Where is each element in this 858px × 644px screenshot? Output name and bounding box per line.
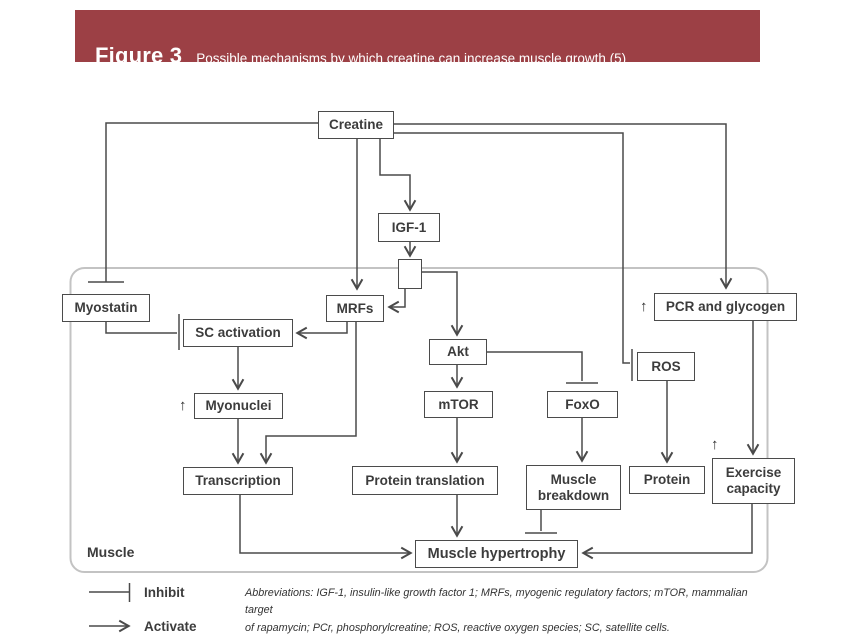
edge-creatine-activate-pcr (394, 124, 726, 287)
edge-receptor-activate-akt (422, 272, 457, 334)
up-arrow-myonuclei: ↑ (179, 397, 187, 414)
node-mrfs: MRFs (326, 295, 384, 322)
node-muscle-breakdown: Muscle breakdown (526, 465, 621, 510)
edge-muscle-breakdown-inhibit-hypertrophy (525, 510, 557, 533)
edge-mrfs-activate-sc (298, 322, 347, 333)
abbreviations-line2: of rapamycin; PCr, phosphorylcreatine; ROS, reactive oxygen species; SC, satellite cells. (245, 621, 670, 634)
edge-akt-inhibit-foxo (487, 352, 598, 383)
node-protein-translation: Protein translation (352, 466, 498, 495)
node-foxo: FoxO (547, 391, 618, 418)
abbreviations-note (245, 585, 775, 637)
figure-title: Possible mechanisms by which creatine can increase muscle growth (5) (196, 51, 627, 66)
edge-transcription-activate-hypertrophy (240, 495, 410, 553)
node-muscle-hypertrophy: Muscle hypertrophy (415, 540, 578, 568)
node-igf1: IGF-1 (378, 213, 440, 242)
abbreviations-line1: Abbreviations: IGF-1, insulin-like growth factor 1; MRFs, myogenic regulatory factors; mTOR, mammalian target (245, 587, 748, 617)
node-pcr-and-glycogen: PCR and glycogen (654, 293, 797, 321)
legend-activate-label: Activate (144, 619, 197, 634)
legend-inhibit-label: Inhibit (144, 585, 185, 600)
node-akt: Akt (429, 339, 487, 365)
edge-receptor-activate-mrfs (390, 289, 405, 307)
node-creatine: Creatine (318, 111, 394, 139)
figure-number: Figure 3 (95, 43, 183, 68)
node-membrane-receptor (398, 259, 422, 289)
node-mtor: mTOR (424, 391, 493, 418)
node-myostatin: Myostatin (62, 294, 150, 322)
node-exercise-capacity: Exercise capacity (712, 458, 795, 504)
node-protein: Protein (629, 466, 705, 494)
muscle-region-label: Muscle (87, 544, 135, 560)
node-transcription: Transcription (183, 467, 293, 495)
node-ros: ROS (637, 352, 695, 381)
edge-creatine-inhibit-myostatin (88, 123, 318, 282)
node-myonuclei: Myonuclei (194, 393, 283, 419)
edge-exercise-capacity-activate-hypertrophy (584, 504, 752, 553)
edge-creatine-activate-igf1 (380, 139, 410, 209)
up-arrow-exercise-capacity: ↑ (711, 436, 719, 453)
node-sc-activation: SC activation (183, 319, 293, 347)
legend-inhibit-symbol (89, 583, 130, 602)
up-arrow-pcr: ↑ (640, 298, 648, 315)
